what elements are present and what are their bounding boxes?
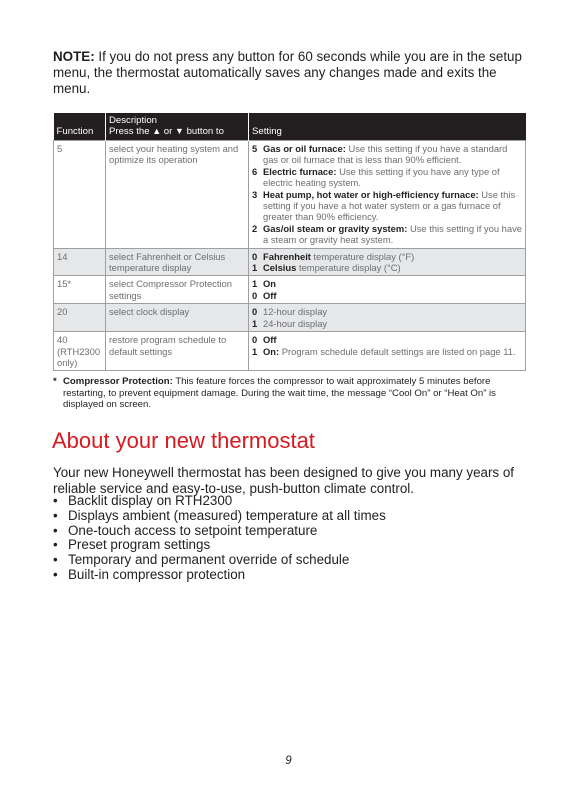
option-number: 1: [252, 262, 258, 274]
note-label: NOTE:: [53, 49, 95, 64]
setting-option: [252, 189, 522, 223]
page-number: 9: [285, 755, 292, 767]
option-description: 24-hour display: [263, 317, 328, 329]
section-intro: Your new Honeywell thermostat has been designed to give you many years of reliable service and easy-to-use, push-button climate control.: [53, 465, 515, 496]
table-row: [54, 332, 526, 371]
section-heading: About your new thermostat: [52, 428, 315, 453]
list-item: [53, 553, 386, 568]
option-name: Off: [263, 334, 277, 346]
list-item: [53, 509, 386, 524]
footnote-label: Compressor Protection:: [63, 376, 173, 387]
option-text: [263, 346, 522, 357]
setting-option: [252, 334, 522, 345]
compressor-footnote: [53, 376, 528, 411]
option-text: [263, 189, 522, 223]
feature-text: Displays ambient (measured) temperature at all times: [68, 507, 386, 523]
setting-option: [252, 290, 522, 301]
option-number: 0: [252, 306, 258, 318]
option-text: [263, 143, 522, 166]
setting-cell: [249, 276, 526, 304]
setting-option: [252, 223, 522, 246]
bullet-icon: •: [53, 522, 58, 538]
option-number: 5: [252, 143, 258, 154]
feature-text: Temporary and permanent override of schedule: [68, 552, 350, 568]
header-description-title: Description: [109, 115, 157, 126]
note-text: If you do not press any button for 60 seconds while you are in the setup menu, the thermostat automatically saves any changes made and exits the menu.: [53, 49, 522, 96]
option-name: Gas/oil steam or gravity system:: [263, 222, 408, 234]
setting-option: [252, 166, 522, 189]
description-cell: restore program schedule to default settings: [106, 332, 249, 371]
up-arrow-icon: ▲: [152, 126, 162, 136]
option-text: [263, 278, 522, 289]
option-description: Program schedule default settings are listed on page 11.: [279, 345, 516, 357]
setting-option: [252, 262, 522, 273]
function-cell: 14: [54, 248, 106, 276]
description-cell: select Compressor Protection settings: [106, 276, 249, 304]
setting-option: [252, 278, 522, 289]
option-description: Use this setting if you have a hot water system or a gas furnace of greater than 90% efficiency.: [263, 188, 516, 223]
option-number: 0: [252, 250, 258, 262]
option-description: temperature display (°F): [310, 250, 415, 262]
option-number: 1: [252, 317, 258, 329]
feature-text: Preset program settings: [68, 537, 211, 553]
bullet-icon: •: [53, 507, 58, 523]
table-row: [54, 141, 526, 249]
list-item: [53, 524, 386, 539]
down-arrow-icon: ▼: [175, 126, 184, 136]
option-text: [263, 223, 522, 246]
footnote-body: [63, 376, 528, 411]
description-cell: select your heating system and optimize its operation: [106, 141, 249, 249]
option-text: [263, 251, 522, 262]
option-name: Fahrenheit: [263, 250, 311, 262]
header-function: Function: [54, 113, 106, 141]
setup-note: [53, 49, 528, 97]
header-press-the: Press the: [109, 126, 150, 137]
option-text: [263, 306, 522, 317]
table-row: [54, 304, 526, 332]
footnote-asterisk: *: [53, 376, 57, 387]
setting-cell: [249, 248, 526, 276]
option-number: 1: [252, 345, 258, 357]
option-description: Use this setting if you have a standard gas or oil furnace that is less than 90% efficient.: [263, 143, 508, 166]
list-item: [53, 538, 386, 553]
option-description: Use this setting if you have any type of electric heating system.: [263, 165, 500, 189]
setting-cell: [249, 141, 526, 249]
option-text: [263, 318, 522, 329]
option-description: temperature display (°C): [296, 262, 401, 274]
option-name: Gas or oil furnace:: [263, 143, 346, 154]
table-body: [54, 141, 526, 371]
option-number: 1: [252, 278, 258, 290]
header-button-to: button to: [186, 126, 224, 137]
function-cell: 40 (RTH2300 only): [54, 332, 106, 371]
list-item: [53, 494, 386, 509]
function-cell: 15*: [54, 276, 106, 304]
setting-option: [252, 251, 522, 262]
footnote-text: This feature forces the compressor to wait approximately 5 minutes before restarting, to prevent equipment damage. During the wait time, the message “Cool On” or “Heat On” is displayed on screen.: [63, 376, 496, 411]
feature-text: Backlit display on RTH2300: [68, 493, 233, 508]
option-name: Off: [263, 289, 277, 301]
option-name: On:: [263, 345, 280, 357]
function-cell: 5: [54, 141, 106, 249]
option-number: 0: [252, 289, 258, 301]
option-number: 3: [252, 188, 258, 200]
setting-option: [252, 318, 522, 329]
option-number: 0: [252, 334, 258, 346]
bullet-icon: •: [53, 552, 58, 568]
option-number: 6: [252, 165, 258, 177]
feature-list: [53, 494, 386, 583]
setting-cell: [249, 304, 526, 332]
function-settings-table: [53, 113, 526, 371]
table-header-row: [54, 113, 526, 141]
option-name: Heat pump, hot water or high-efficiency furnace:: [263, 188, 479, 200]
table-row: [54, 276, 526, 304]
feature-text: Built-in compressor protection: [68, 566, 246, 582]
description-cell: select Fahrenheit or Celsius temperature display: [106, 248, 249, 276]
bullet-icon: •: [53, 493, 58, 508]
list-item: [53, 568, 386, 583]
header-setting: Setting: [249, 113, 526, 141]
option-text: [263, 262, 522, 273]
setting-option: [252, 346, 522, 357]
header-or: or: [163, 126, 173, 137]
option-text: [263, 290, 522, 301]
option-description: 12-hour display: [263, 306, 328, 318]
description-cell: select clock display: [106, 304, 249, 332]
setting-option: [252, 143, 522, 166]
option-text: [263, 166, 522, 189]
setting-option: [252, 306, 522, 317]
table-row: [54, 248, 526, 276]
option-number: 2: [252, 222, 258, 234]
setting-cell: [249, 332, 526, 371]
bullet-icon: •: [53, 566, 58, 582]
option-text: [263, 334, 522, 345]
option-name: Celsius: [263, 262, 297, 274]
feature-text: One-touch access to setpoint temperature: [68, 522, 318, 538]
option-description: Use this setting if you have a steam or gravity heat system.: [263, 222, 522, 246]
header-description: [106, 113, 249, 141]
option-name: On: [263, 278, 277, 290]
bullet-icon: •: [53, 537, 58, 553]
function-cell: 20: [54, 304, 106, 332]
option-name: Electric furnace:: [263, 165, 337, 177]
